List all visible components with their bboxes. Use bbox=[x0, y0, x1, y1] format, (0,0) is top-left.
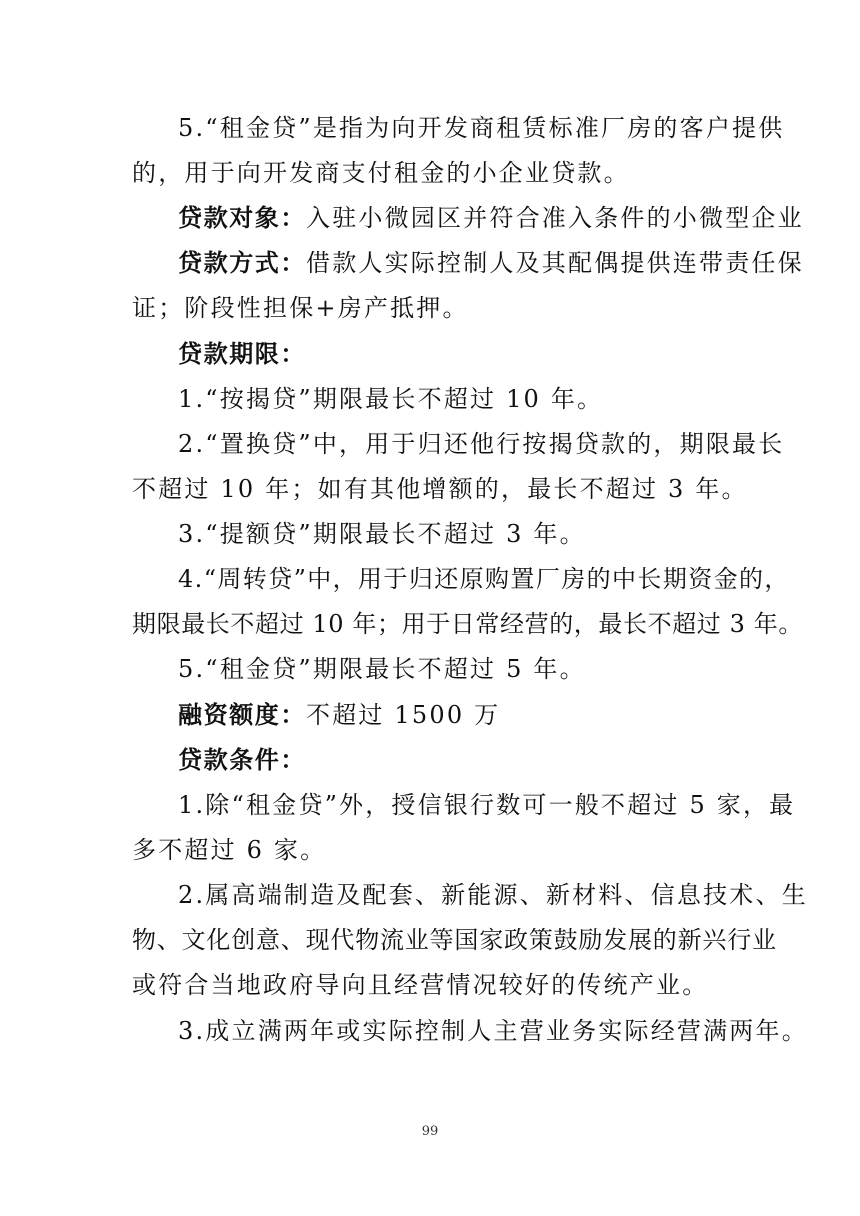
loan-target-label: 贷款对象： bbox=[178, 204, 306, 232]
loan-term-label: 贷款期限： bbox=[178, 340, 306, 368]
term-item-4-line2: 期限最长不超过 10 年；用于日常经营的，最长不超过 3 年。 bbox=[132, 610, 803, 638]
condition-3: 3.成立满两年或实际控制人主营业务实际经营满两年。 bbox=[178, 1017, 808, 1045]
section5-line2: 的，用于向开发商支付租金的小企业贷款。 bbox=[132, 159, 630, 187]
financing-amount-text: 不超过 1500 万 bbox=[306, 701, 501, 729]
term-item-5: 5.“租金贷”期限最长不超过 5 年。 bbox=[178, 655, 586, 683]
condition-1-line1: 1.除“租金贷”外，授信银行数可一般不超过 5 家，最 bbox=[178, 791, 796, 819]
condition-1-line2: 多不超过 6 家。 bbox=[132, 836, 327, 864]
term-item-4-line1: 4.“周转贷”中，用于归还原购置厂房的中长期资金的， bbox=[178, 565, 790, 593]
loan-method-line1: 借款人实际控制人及其配偶提供连带责任保 bbox=[306, 249, 804, 277]
loan-method-paragraph bbox=[178, 248, 804, 278]
condition-2-line3: 或符合当地政府导向且经营情况较好的传统产业。 bbox=[132, 971, 709, 999]
loan-target-text: 入驻小微园区并符合准入条件的小微型企业 bbox=[306, 204, 804, 232]
term-item-3: 3.“提额贷”期限最长不超过 3 年。 bbox=[178, 520, 586, 548]
condition-2-line2: 物、文化创意、现代物流业等国家政策鼓励发展的新兴行业 bbox=[132, 926, 777, 954]
loan-target-paragraph bbox=[178, 203, 804, 233]
term-item-2-line1: 2.“置换贷”中，用于归还他行按揭贷款的，期限最长 bbox=[178, 430, 785, 458]
financing-amount-paragraph bbox=[178, 700, 732, 730]
section5-line1: 5.“租金贷”是指为向开发商租赁标准厂房的客户提供 bbox=[178, 114, 785, 142]
page-number: 99 bbox=[421, 1124, 439, 1139]
loan-conditions-label: 贷款条件： bbox=[178, 746, 306, 774]
financing-amount-label: 融资额度： bbox=[178, 701, 306, 729]
loan-method-label: 贷款方式： bbox=[178, 249, 306, 277]
term-item-2-line2: 不超过 10 年；如有其他增额的，最长不超过 3 年。 bbox=[132, 475, 748, 503]
loan-method-line2: 证；阶段性担保+房产抵押。 bbox=[132, 294, 469, 322]
condition-2-line1: 2.属高端制造及配套、新能源、新材料、信息技术、生 bbox=[178, 881, 808, 909]
term-item-1: 1.“按揭贷”期限最长不超过 10 年。 bbox=[178, 385, 604, 413]
